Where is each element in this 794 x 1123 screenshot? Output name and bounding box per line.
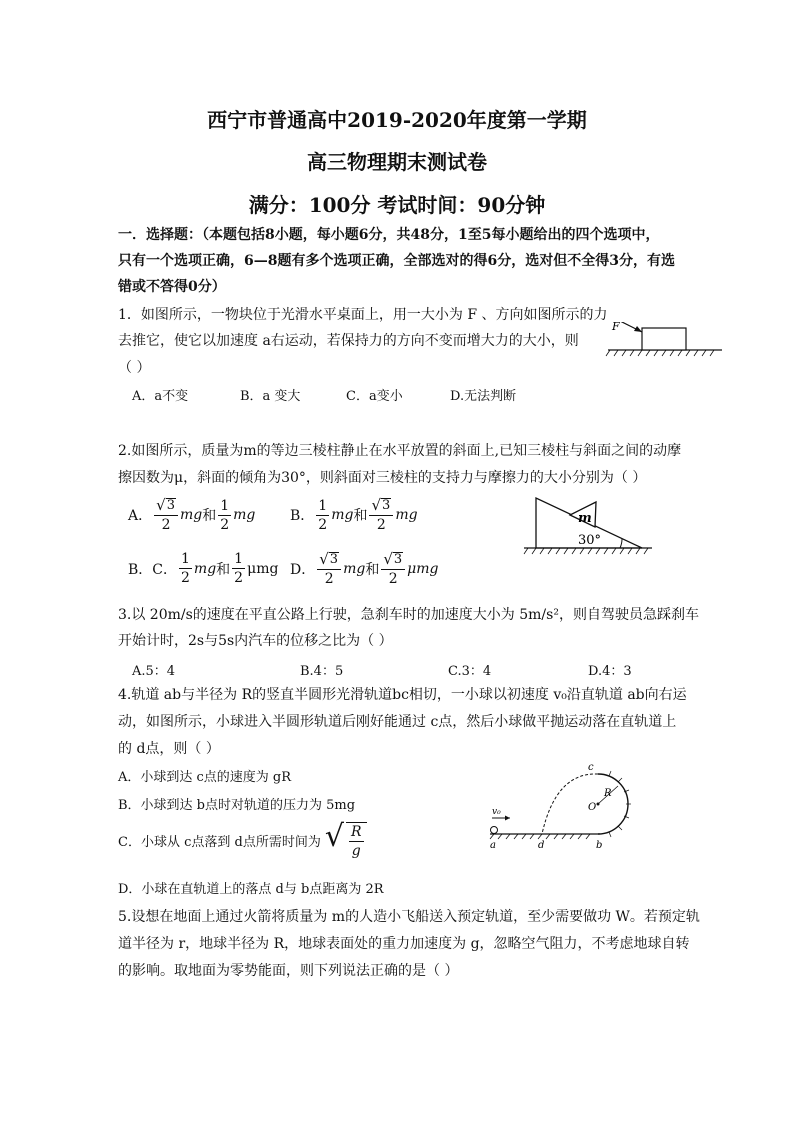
q4-line-2: 动，如图所示，小球进入半圆形轨道后刚好能通过 c点，然后小球做平抛运动落在直轨道上: [118, 714, 677, 730]
q1-option-a: A．a不变: [132, 389, 189, 404]
q2-c-frac-1: $\frac{1}{2}$: [181, 551, 190, 586]
title-line-2: 高三物理期末测试卷: [307, 150, 487, 174]
q4-d-label: d: [538, 840, 545, 851]
q5-line-1: 5.设想在地面上通过火箭将质量为 m的人造小飞船送入预定轨道，至少需要做功 W。若预定轨: [118, 909, 700, 925]
q1-force-label: F: [612, 322, 620, 333]
q2-option-a: A． √ 3 2 mg 和 $\frac{1}{2}$ mg: [128, 496, 256, 533]
q2-option-c: B．C． $\frac{1}{2}$ mg 和 $\frac{1}{2}$ μmg: [128, 551, 279, 586]
q3-line-2: 开始计时，2s与5s内汽车的位移之比为（ ）: [118, 633, 393, 649]
q4-line-3: 的 d点，则（ ）: [118, 741, 220, 757]
q2-option-d-label: D．: [290, 562, 316, 578]
q3-option-a: A.5：4: [132, 664, 176, 679]
q1-line-3: （ ）: [118, 360, 151, 376]
q4-option-b: B．小球到达 b点时对轨道的压力为 5mg: [118, 798, 356, 813]
q2-a-frac-2: $\frac{1}{2}$: [220, 497, 230, 533]
q4-a-label: a: [490, 840, 496, 851]
q2-option-d: D． √ 3 2 mg 和 √ 3 2 μmg: [290, 550, 439, 587]
q4-track-figure: [480, 758, 640, 854]
q5-line-2: 道半径为 r，地球半径为 R，地球表面处的重力加速度为 g，忽略空气阻力，不考虑地球自转: [118, 936, 690, 952]
q1-option-d: D.无法判断: [450, 389, 517, 404]
q2-mass-label: m: [578, 511, 592, 526]
section-1-line-3: 错或不答得0分）: [118, 279, 226, 295]
q3-option-d: D.4：3: [588, 664, 632, 679]
q4-b-label: b: [596, 840, 603, 851]
q2-d-frac-2: √ 3 2: [381, 552, 405, 586]
q2-option-b: B． $\frac{1}{2}$ mg 和 √ 3 2 mg: [290, 496, 418, 533]
section-1-line-2: 只有一个选项正确，6—8题有多个选项正确，全部选对的得6分，选对但不全得3分，有选: [118, 253, 675, 269]
q3-option-c: C.3：4: [448, 664, 492, 679]
q1-option-c: C．a变小: [346, 389, 403, 404]
q2-option-c-label: B．C．: [128, 561, 177, 578]
q4-line-1: 4.轨道 ab与半径为 R的竖直半圆形光滑轨道bc相切，一小球以初速度 v₀沿直轨道 ab向右运: [118, 687, 687, 703]
q2-a-frac-1: √ 3 2: [154, 498, 178, 532]
q4-v0-label: v₀: [492, 807, 501, 817]
q2-b-frac-1: $\frac{1}{2}$: [318, 497, 328, 533]
q2-b-frac-2: √ 3 2: [369, 498, 393, 532]
q3-line-1: 3.以 20m/s的速度在平直公路上行驶，急刹车时的加速度大小为 5m/s²，则自驾驶员急踩刹车: [118, 607, 699, 623]
q2-angle-label: 30°: [578, 533, 602, 548]
title-line-1: 西宁市普通高中2019-2020年度第一学期: [207, 108, 587, 132]
q5-line-3: 的影响。取地面为零势能面，则下列说法正确的是（ ）: [118, 963, 459, 979]
q2-line-1: 2.如图所示，质量为m的等边三棱柱静止在水平放置的斜面上,已知三棱柱与斜面之间的动摩: [118, 443, 682, 459]
q2-option-b-label: B．: [290, 508, 315, 524]
q4-r-label: R: [604, 788, 612, 799]
q2-incline-figure: [522, 492, 654, 562]
q4-c-label: c: [588, 762, 594, 773]
q4-option-a: A．小球到达 c点的速度为 gR: [118, 770, 292, 785]
title-line-3: 满分：100分 考试时间：90分钟: [248, 193, 546, 217]
q4-option-c-sqrt: √ $\frac{R}{g}$: [325, 822, 369, 858]
q2-line-2: 擦因数为μ，斜面的倾角为30°，则斜面对三棱柱的支持力与摩擦力的大小分别为（ ）: [118, 470, 647, 486]
q4-option-d: D．小球在直轨道上的落点 d与 b点距离为 2R: [118, 882, 384, 897]
q2-option-a-label: A．: [128, 508, 153, 524]
q1-option-b: B．a 变大: [240, 389, 301, 404]
q4-option-c-text: C．小球从 c点落到 d点所需时间为: [118, 834, 321, 850]
q1-line-1: 1．如图所示，一物块位于光滑水平桌面上，用一大小为 F 、方向如图所示的力: [118, 307, 608, 323]
section-1-line-1: 一．选择题：（本题包括8小题，每小题6分，共48分，1至5每小题给出的四个选项中，: [118, 227, 660, 243]
q4-o-label: O: [588, 802, 597, 813]
q1-block-figure: [600, 322, 726, 360]
q2-c-frac-2: $\frac{1}{2}$: [234, 551, 244, 586]
q1-line-2: 去推它，使它以加速度 a右运动，若保持力的方向不变而增大力的大小，则: [118, 333, 579, 349]
q2-d-frac-1: √ 3 2: [317, 552, 341, 586]
q4-option-c: [118, 819, 369, 859]
q3-option-b: B.4：5: [300, 664, 344, 679]
